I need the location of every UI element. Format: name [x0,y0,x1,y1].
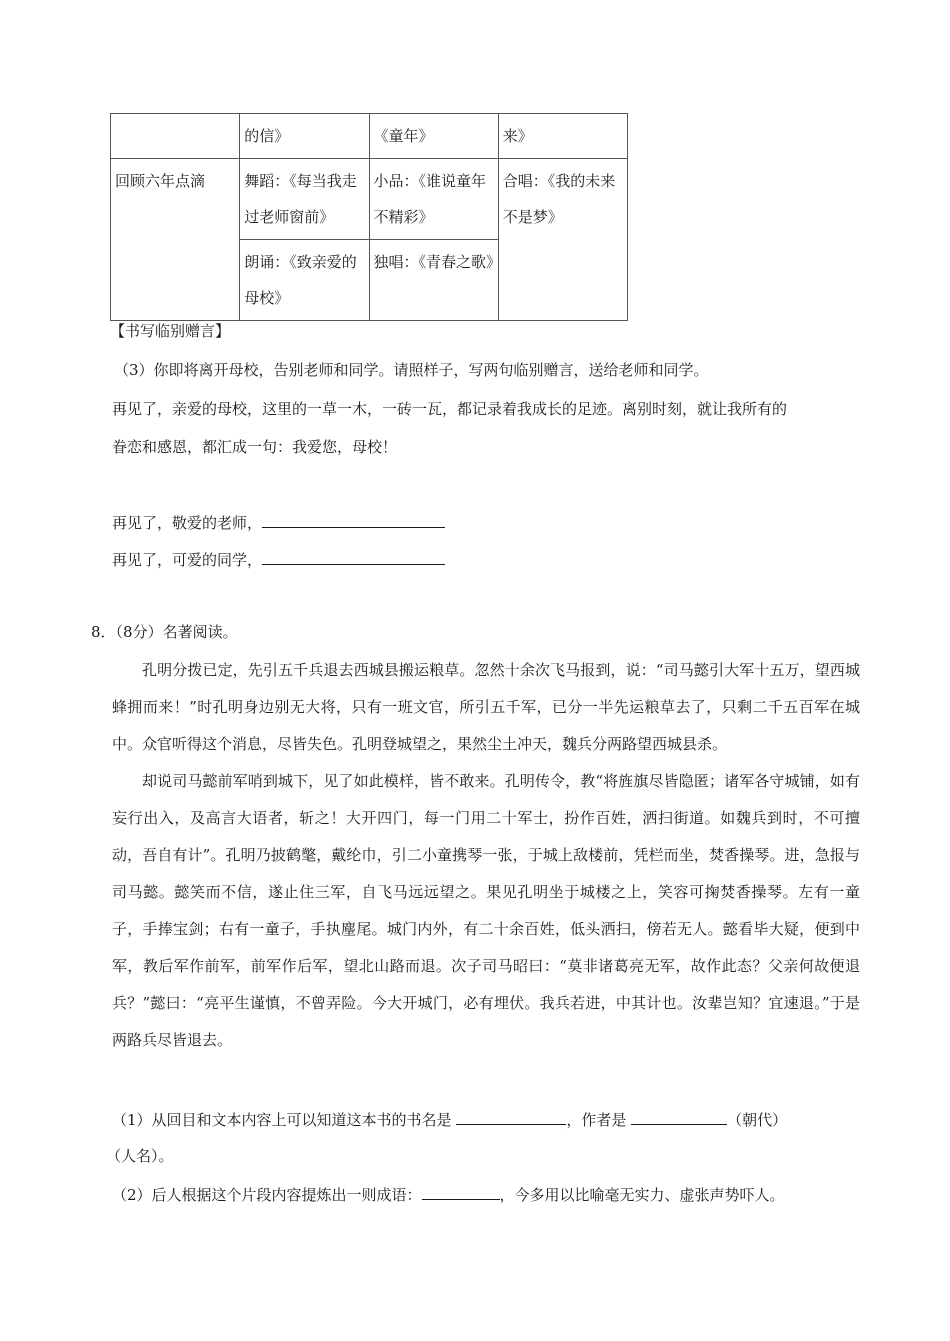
question-8-title: 8．（8分）名著阅读。 [91,623,238,641]
question-8-1-cont: （人名）。 [106,1147,174,1165]
table-row-label: 回顾六年点滴 [111,159,240,321]
teacher-answer-blank[interactable] [262,511,445,528]
q8-2-text: ，今多用以比喻毫无实力、虚张声势吓人。 [499,1186,785,1204]
table-cell [111,114,240,159]
passage-paragraph: 孔明分拨已定，先引五千兵退去西城县搬运粮草。忽然十余次飞马报到，说：“司马懿引大军十五万，望西城蜂拥而来！”时孔明身边别无大将，只有一班文官，所引五千军，已分一半先运粮草去了，只剩二千五百军在城中。众官听得这个消息，尽皆失色。孔明登城望之，果然尘土冲天，魏兵分两路望西城县杀。 [112,661,860,753]
q8-1-text: （朝代） [727,1111,788,1129]
classmate-farewell-line [112,548,445,570]
table-cell: 朗诵：《致亲爱的母校》 [240,240,369,321]
author-blank[interactable] [631,1108,727,1125]
program-table [110,113,628,321]
classmate-prompt: 再见了，可爱的同学， [112,551,263,569]
book-title-blank[interactable] [456,1108,566,1125]
table-cell: 的信》 [240,114,369,159]
teacher-prompt: 再见了，敬爱的老师， [112,514,263,532]
section-heading: 【书写临别赠言】 [110,322,231,340]
q8-1-text: （1）从回目和文本内容上可以知道这本书的书名是 [112,1111,452,1129]
idiom-blank[interactable] [422,1183,500,1200]
question-8-2 [112,1183,785,1205]
question-8-1 [112,1108,787,1130]
teacher-farewell-line [112,511,445,533]
example-text-line: 再见了，亲爱的母校，这里的一草一木，一砖一瓦，都记录着我成长的足迹。离别时刻，就让我所有的 [112,400,788,418]
table-cell: 小品：《谁说童年不精彩》 [369,159,498,240]
q8-2-text: （2）后人根据这个片段内容提炼出一则成语： [112,1186,422,1204]
classmate-answer-blank[interactable] [262,548,445,565]
table-cell: 舞蹈：《每当我走过老师窗前》 [240,159,369,240]
example-text-line: 眷恋和感恩，都汇成一句：我爱您，母校！ [112,438,398,456]
table-cell: 来》 [498,114,627,159]
passage [112,652,860,1059]
q8-1-text: ，作者是 [566,1111,627,1129]
table-cell: 《童年》 [369,114,498,159]
table-cell: 合唱：《我的未来不是梦》 [498,159,627,321]
table-cell: 独唱：《青春之歌》 [369,240,498,321]
passage-paragraph: 却说司马懿前军哨到城下，见了如此模样，皆不敢来。孔明传令，教“将旌旗尽皆隐匿；诸军各守城铺，如有妄行出入，及高言大语者，斩之！大开四门，每一门用二十军士，扮作百姓，洒扫街道。如魏兵到时，不可擅动，吾自有计”。孔明乃披鹤氅，戴纶巾，引二小童携琴一张，于城上敌楼前，凭栏而坐，焚香操琴。进，急报与司马懿。懿笑而不信，遂止住三军，自飞马远远望之。果见孔明坐于城楼之上，笑容可掬焚香操琴。左有一童子，手捧宝剑；右有一童子，手执麈尾。城门内外，有二十余百姓，低头洒扫，傍若无人。懿看毕大疑，便到中军，教后军作前军，前军作后军，望北山路而退。次子司马昭曰：“莫非诸葛亮无军，故作此态？父亲何故便退兵？”懿曰：“亮平生谨慎，不曾弄险。今大开城门，必有埋伏。我兵若进，中其计也。汝辈岂知？宜速退。”于是两路兵尽皆退去。 [112,772,860,1049]
question-3: （3）你即将离开母校，告别老师和同学。请照样子，写两句临别赠言，送给老师和同学。 [114,361,709,379]
